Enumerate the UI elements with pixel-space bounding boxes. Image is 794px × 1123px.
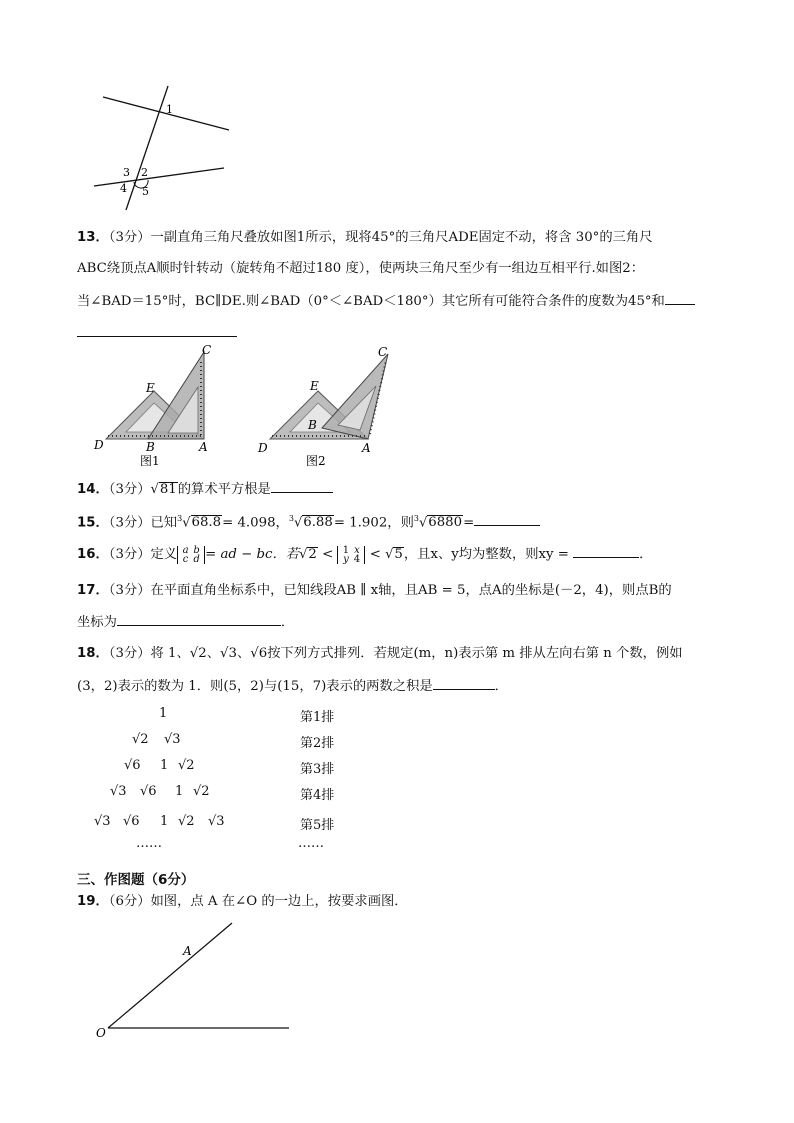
angle-label-3: 3 (123, 166, 130, 179)
q13-answer-blank-a[interactable] (665, 291, 695, 305)
fig2-label-c: C (378, 345, 388, 359)
figure-1-triangles (88, 342, 228, 470)
q15-answer-blank[interactable] (474, 512, 540, 526)
fig1-label-e: E (146, 381, 155, 395)
q14-text: 的算术平方根是 (177, 482, 271, 497)
label-o: O (96, 1026, 106, 1040)
row5-item3: 1 (160, 814, 169, 829)
angle-label-4: 4 (120, 182, 127, 195)
row5-item1: √3 (94, 814, 111, 829)
fig2-caption: 图2 (306, 454, 326, 468)
fig2-label-e: E (310, 379, 319, 393)
fig2-label-b: B (308, 418, 317, 432)
q16-determinant-definition: a b c d (177, 546, 205, 564)
q19 (77, 893, 408, 911)
q18-text-2: (3，2)表示的数为 1．则(5，2)与(15，7)表示的两数之积是 (77, 679, 433, 694)
fig1-label-a: A (199, 440, 208, 454)
q19-score: （6分） (108, 894, 151, 909)
row4-label: 第4排 (300, 788, 335, 803)
row1-label: 第1排 (300, 710, 335, 725)
q18-score: （3分） (108, 646, 151, 661)
angle-label-5: 5 (142, 185, 149, 198)
q16-post: ，且x、y均为整数，则xy = (403, 547, 574, 562)
fig1-label-d: D (94, 438, 104, 452)
q13-number: 13． (77, 230, 109, 245)
q13-score: （3分） (108, 230, 151, 245)
q15-pre: 已知 (150, 515, 178, 531)
q13-line2 (77, 260, 644, 278)
q16-number: 16． (77, 547, 109, 562)
q18-line1 (77, 645, 683, 663)
q19-number: 19． (77, 894, 109, 909)
q15: 15．（3分）已知$^3$√68.8= 4.098，$^3$√6.88= 1.902，则$^3$√6880= (77, 510, 540, 532)
q13-line3 (77, 291, 695, 311)
q15-radicand-2: 6.88 (303, 515, 333, 531)
row5-label: 第5排 (300, 818, 335, 833)
angle-o-figure (90, 915, 300, 1045)
q15-post: = (463, 515, 475, 531)
q14-score: （3分） (108, 482, 151, 497)
row5-item2: √6 (123, 814, 140, 829)
q13-line1 (77, 229, 653, 247)
q18-number: 18． (77, 646, 109, 661)
row2-item2: √3 (164, 732, 181, 747)
q13-text-3: 当∠BAD＝15°时，BC∥DE.则∠BAD（0°＜∠BAD＜180°）其它所有可能符合条件的度数为45°和 (77, 294, 665, 309)
q13-answer-blank-b[interactable] (77, 336, 237, 337)
fig1-label-b: B (146, 440, 155, 454)
angle-ray-upper (108, 923, 232, 1028)
q17-text-2: 坐标为 (77, 615, 117, 630)
q16-end: ． (639, 547, 653, 562)
q15-radicand-3: 6880 (428, 515, 463, 531)
q15-number: 15． (77, 515, 109, 531)
angle-label-2: 2 (141, 166, 148, 179)
q17-answer-blank[interactable] (117, 612, 281, 626)
row1-item1: 1 (159, 706, 168, 721)
q13-text-2: ABC绕顶点A顺时针转动（旋转角不超过180 度），使两块三角尺至少有一组边互相平行.如图2： (77, 261, 645, 276)
q18-line2 (77, 676, 508, 696)
section-3-heading: 三、作图题（6分） (77, 872, 195, 888)
row4-item2: √6 (140, 784, 157, 799)
q16-sqrt-5: 5 (394, 547, 403, 562)
q18-end: ． (494, 679, 508, 694)
q13-text-1: 一副直角三角尺叠放如图1所示，现将45°的三角尺ADE固定不动，将含 30°的三角尺 (150, 230, 653, 245)
q17-score: （3分） (108, 583, 151, 598)
intersecting-lines-figure (88, 82, 238, 214)
fig1-caption: 图1 (140, 454, 160, 468)
row5-item4: √2 (178, 814, 195, 829)
row3-item1: √6 (124, 758, 141, 773)
lower-line (94, 168, 224, 186)
q16-determinant: 1 x y 4 (337, 546, 365, 564)
q18-number-triangle (80, 700, 360, 860)
q16-score: （3分） (108, 547, 151, 562)
q14-answer-blank[interactable] (271, 479, 333, 493)
row3-item2: 1 (160, 758, 169, 773)
q17-line2 (77, 612, 294, 632)
q18-answer-blank[interactable] (433, 676, 495, 690)
row4-item4: √2 (193, 784, 210, 799)
q17-text-1: 在平面直角坐标系中，已知线段AB ∥ x轴，且AB = 5，点A的坐标是(－2，4)，则点B的 (150, 583, 672, 598)
figure-2-triangles (256, 342, 406, 470)
q14-radicand: 81 (159, 482, 177, 497)
angle-label-1: 1 (166, 103, 173, 116)
q15-value-2: = 1.902，则 (333, 515, 414, 531)
q16-pre: 定义 (150, 547, 178, 562)
row-dots-label: …… (298, 836, 324, 851)
q16-answer-blank[interactable] (573, 544, 639, 558)
q14: 14．（3分）√81的算术平方根是 (77, 479, 333, 499)
row2-label: 第2排 (300, 736, 335, 751)
q16-sqrt-2: 2 (308, 547, 317, 562)
row5-item5: √3 (208, 814, 225, 829)
row4-item3: 1 (175, 784, 184, 799)
q18-text-1: 将 1、√2、√3、√6按下列方式排列．若规定(m，n)表示第 m 排从左向右第 n 个数，例如 (150, 646, 683, 661)
row4-item1: √3 (110, 784, 127, 799)
q16-eq: = ad − bc．若 (205, 547, 300, 562)
label-a: A (183, 944, 192, 958)
q16-lt-2: < (369, 547, 381, 562)
fig2-label-d: D (258, 441, 268, 455)
q15-value-1: = 4.098， (222, 515, 289, 531)
q14-number: 14． (77, 482, 109, 497)
q17-line1 (77, 582, 672, 600)
q16: 16．（3分）定义 a b c d = ad − bc．若√2 < 1 x y 4 < √5，且x、y均为整数，则xy = ． (77, 544, 653, 565)
row3-label: 第3排 (300, 762, 335, 777)
row2-item1: √2 (132, 732, 149, 747)
row3-item3: √2 (178, 758, 195, 773)
q17-end: ． (280, 615, 295, 630)
q19-text: 如图，点 A 在∠O 的一边上，按要求画图． (150, 894, 408, 909)
fig2-label-a: A (362, 441, 371, 455)
q16-lt-1: < (322, 547, 334, 562)
row-dots: …… (136, 836, 162, 851)
q15-radicand-1: 68.8 (191, 515, 222, 531)
q15-score: （3分） (108, 515, 151, 531)
fig1-label-c: C (202, 343, 212, 357)
q17-number: 17． (77, 583, 109, 598)
